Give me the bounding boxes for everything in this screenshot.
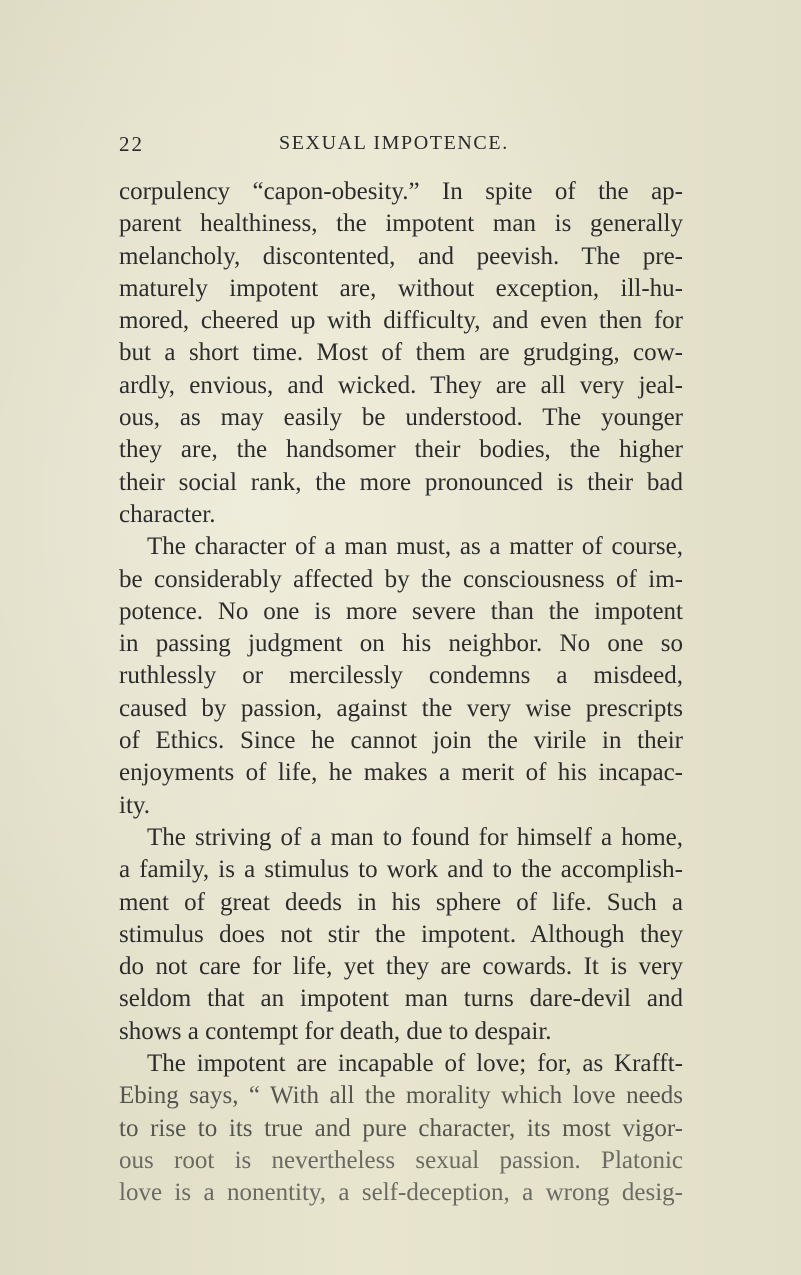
running-title: SEXUAL IMPOTENCE.	[279, 132, 509, 154]
text-line: potence. No one is more severe than the impotent	[119, 597, 683, 625]
text-line: melancholy, discontented, and peevish. The pre-	[119, 242, 683, 270]
text-line: stimulus does not stir the impotent. Although they	[119, 920, 683, 948]
body-text	[119, 176, 683, 1210]
text-line: to rise to its true and pure character, its most vigor-	[119, 1114, 683, 1142]
text-line: a family, is a stimulus to work and to the accomplish-	[119, 856, 683, 884]
running-head	[119, 128, 679, 158]
paragraph-start-line: The impotent are incapable of love; for, as Krafft-	[147, 1050, 683, 1078]
text-line: mored, cheered up with difficulty, and even then for	[119, 307, 683, 335]
text-line: maturely impotent are, without exception, ill-hu-	[119, 274, 683, 302]
text-line: but a short time. Most of them are grudging, cow-	[119, 339, 683, 367]
text-line: character.	[119, 500, 216, 528]
text-line: ruthlessly or mercilessly condemns a misdeed,	[119, 662, 683, 690]
text-line: be considerably affected by the consciousness of im-	[119, 565, 683, 593]
text-line: enjoyments of life, he makes a merit of his incapac-	[119, 759, 683, 787]
text-line: their social rank, the more pronounced is their bad	[119, 468, 683, 496]
text-line: ous root is nevertheless sexual passion. Platonic	[119, 1146, 683, 1174]
text-line: corpulency “capon-obesity.” In spite of the ap-	[119, 178, 683, 205]
page-number: 22	[119, 132, 144, 156]
text-line: do not care for life, yet they are cowards. It is very	[119, 953, 683, 981]
text-line: shows a contempt for death, due to despair.	[119, 1017, 552, 1045]
text-line: Ebing says, “ With all the morality which love needs	[119, 1082, 683, 1110]
text-line: parent healthiness, the impotent man is generally	[119, 210, 683, 238]
text-line: of Ethics. Since he cannot join the virile in their	[119, 727, 683, 755]
text-line: ous, as may easily be understood. The younger	[119, 404, 683, 432]
text-line: in passing judgment on his neighbor. No one so	[119, 630, 683, 658]
text-line: ment of great deeds in his sphere of life. Such a	[119, 888, 683, 916]
paragraph-start-line: The character of a man must, as a matter of course,	[147, 533, 683, 561]
text-line: ity.	[119, 791, 151, 819]
text-line: ardly, envious, and wicked. They are all very jeal-	[119, 371, 683, 399]
paragraph-start-line: The striving of a man to found for himself a home,	[147, 823, 683, 851]
text-line: caused by passion, against the very wise prescripts	[119, 694, 683, 722]
text-line: seldom that an impotent man turns dare-devil and	[119, 985, 683, 1013]
text-line: they are, the handsomer their bodies, the higher	[119, 436, 683, 464]
text-line: love is a nonentity, a self-deception, a wrong desig-	[119, 1179, 683, 1207]
